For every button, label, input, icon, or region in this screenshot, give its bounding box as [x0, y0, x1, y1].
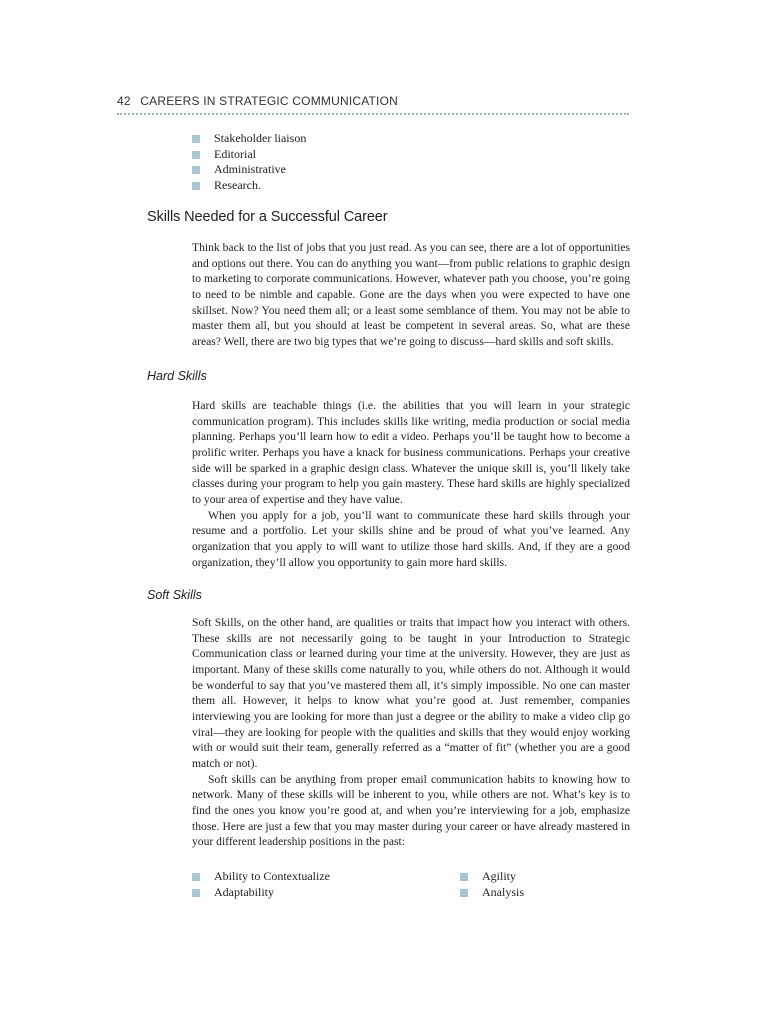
square-bullet-icon [460, 873, 468, 881]
list-item: Analysis [460, 885, 524, 901]
square-bullet-icon [192, 135, 200, 143]
paragraph: Hard skills are teachable things (i.e. the abilities that you will learn in your strategic communication program). This includes skills like writing, media production or social media planning. Perhaps you’ll learn how to edit a video. Perhaps you’ll be taught how to become a prolific writer. Perhaps you have a knack for business communications. Perhaps your creative side will be sparked in a graphic design class. Whatever the unique skill is, you’ll likely take classes during your program to help you gain mastery. These hard skills are highly specialized to your area of expertise and they have value. [192, 399, 630, 506]
paragraph: Soft skills can be anything from proper email communication habits to knowing how to network. Many of these skills will be inherent to you, while others are not. What’s key is to find the ones you know you’re good at, and when you’re interviewing for a job, emphasize those. Here are just a few that you may master during your career or have already mastered in your different leadership positions in the past: [192, 772, 630, 849]
square-bullet-icon [192, 182, 200, 190]
square-bullet-icon [460, 889, 468, 897]
paragraph: Soft Skills, on the other hand, are qualities or traits that impact how you interact with others. These skills are not necessarily going to be taught in your Introduction to Strategic Communication class or learned during your time at the university. However, they are just as important. Many of these skills come naturally to you, while others do not. Although it would be wonderful to say that you’ve mastered them all, it’s simply impossible. No one can master them all. However, it helps to know what you’re good at. Just remember, companies interviewing you are looking for more than just a degree or the ability to make a video clip go viral—they are looking for people with the qualities and skills that they would enjoy working with or would suit their team, generally referred as a “matter of fit” (whether you are a good match or not). [192, 616, 630, 770]
running-head [117, 94, 398, 108]
list-item: Research. [192, 178, 306, 194]
square-bullet-icon [192, 873, 200, 881]
running-title: CAREERS IN STRATEGIC COMMUNICATION [140, 94, 398, 108]
square-bullet-icon [192, 166, 200, 174]
list-item: Stakeholder liaison [192, 131, 306, 147]
soft-skills-heading: Soft Skills [147, 588, 202, 602]
page-number: 42 [117, 94, 131, 108]
list-item: Editorial [192, 147, 306, 163]
list-item: Ability to Contextualize [192, 869, 330, 885]
square-bullet-icon [192, 151, 200, 159]
paragraph: When you apply for a job, you’ll want to communicate these hard skills through your resume and a portfolio. Let your skills shine and be proud of what you’ve learned. Any organization that you apply to will want to utilize those hard skills. And, if they are a good organization, they’ll allow you opportunity to gain more hard skills. [192, 508, 630, 569]
square-bullet-icon [192, 889, 200, 897]
skills-list-right [460, 869, 524, 900]
top-bullet-list [192, 131, 306, 193]
skills-list-left [192, 869, 330, 900]
list-item: Administrative [192, 162, 306, 178]
list-item: Adaptability [192, 885, 330, 901]
list-item: Agility [460, 869, 524, 885]
section-heading: Skills Needed for a Successful Career [147, 209, 388, 225]
hard-skills-heading: Hard Skills [147, 369, 207, 383]
hard-skills-body [192, 398, 630, 570]
soft-skills-body [192, 615, 630, 850]
paragraph: Think back to the list of jobs that you just read. As you can see, there are a lot of opportunities and options out there. You can do anything you want—from public relations to graphic design to marketing to corporate communications. However, whatever path you choose, you’re going to need to be nimble and capable. Gone are the days when you were expected to have one skillset. Now? You need them all; or a least some semblance of them. You may not be able to master them all, but you should at least be competent in several areas. So, what are these areas? Well, there are two big types that we’re going to discuss—hard skills and soft skills. [192, 241, 630, 348]
dotted-rule [117, 113, 629, 115]
section-paragraph [192, 240, 630, 350]
